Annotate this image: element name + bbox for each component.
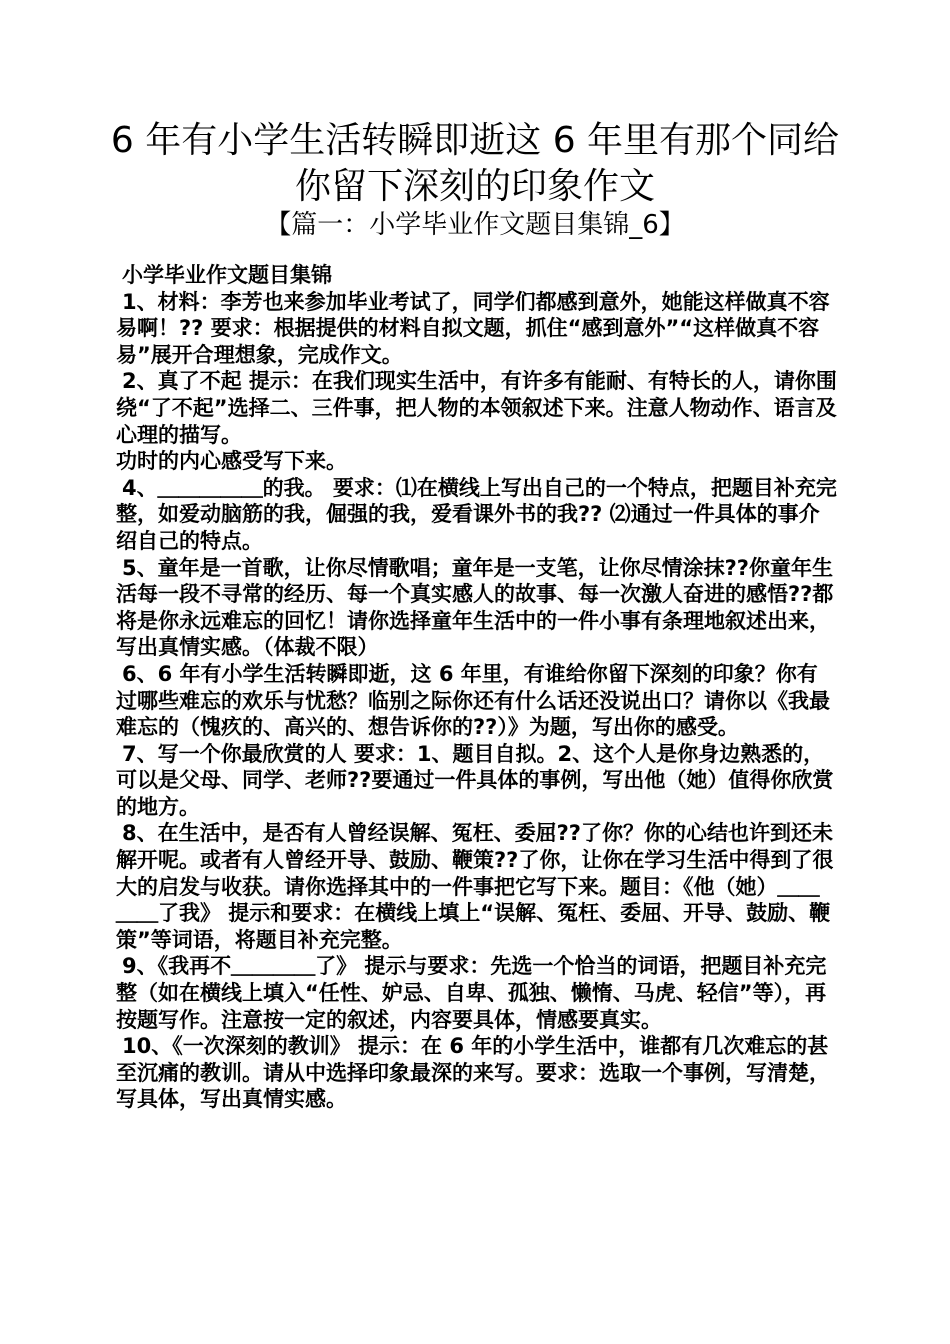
paragraph-8: 8、在生活中，是否有人曾经误解、冤枉、委屈??了你？你的心结也许到还未解开呢。或者有人曾经开导、鼓励、鞭策??了你，让你在学习生活中得到了很大的启发与收获。请你选择其中的一件事把它写下来。题目：《他（她）＿＿＿＿了我》 提示和要求：在横线上填上“误解、冤枉、委屈、开导、鼓励、鞭策”等词语，将题目补充完整。 xyxy=(116,821,834,952)
document-title: 6 年有小学生活转瞬即逝这 6 年里有那个同给你留下深刻的印象作文 xyxy=(110,120,840,207)
section-heading: 小学毕业作文题目集锦 xyxy=(122,263,332,287)
document-subtitle: 【篇一：小学毕业作文题目集锦_6】 xyxy=(265,210,685,240)
paragraph-10: 10、《一次深刻的教训》 提示：在 6 年的小学生活中，谁都有几次难忘的甚至沉痛的教训。请从中选择印象最深的来写。要求：选取一个事例，写清楚，写具体，写出真情实感。 xyxy=(116,1034,830,1112)
paragraph-2: 2、真了不起 提示：在我们现实生活中，有许多有能耐、有特长的人，请你围绕“了不起”选择二、三件事，把人物的本领叙述下来。注意人物动作、语言及心理的描写。 xyxy=(116,369,837,447)
document-body xyxy=(116,262,838,1113)
paragraph-9: 9、《我再不＿＿＿＿了》 提示与要求：先选一个恰当的词语，把题目补充完整（如在横线上填入“任性、妒忌、自卑、孤独、懒惰、马虎、轻信”等），再按题写作。注意按一定的叙述，内容要具体，情感要真实。 xyxy=(116,954,827,1032)
paragraph-1: 1、材料：李芳也来参加毕业考试了，同学们都感到意外，她能这样做真不容易啊！?? 要求：根据提供的材料自拟文题，抓住“感到意外”“这样做真不容易”展开合理想象，完成作文。 xyxy=(116,289,830,367)
paragraph-fragment: 功时的内心感受写下来。 xyxy=(116,449,347,474)
paragraph-6: 6、6 年有小学生活转瞬即逝，这 6 年里，有谁给你留下深刻的印象？你有过哪些难忘的欢乐与忧愁？临别之际你还有什么话还没说出口？请你以《我最难忘的（愧疚的、高兴的、想告诉你的??）》为题，写出你的感受。 xyxy=(116,661,830,740)
paragraph-5: 5、童年是一首歌，让你尽情歌唱；童年是一支笔，让你尽情涂抹??你童年生活每一段不寻常的经历、每一个真实感人的故事、每一次激人奋进的感悟??都将是你永远难忘的回忆！请你选择童年生活中的一件小事有条理地叙述出来，写出真情实感。（体裁不限） xyxy=(116,555,834,660)
paragraph-7: 7、写一个你最欣赏的人 要求：1、题目自拟。2、这个人是你身边熟悉的，可以是父母、同学、老师??要通过一件具体的事例，写出他（她）值得你欣赏的地方。 xyxy=(116,741,834,819)
paragraph-4: 4、＿＿＿＿＿的我。 要求：⑴在横线上写出自己的一个特点，把题目补充完整，如爱动脑筋的我，倔强的我，爱看课外书的我?? ⑵通过一件具体的事介绍自己的特点。 xyxy=(116,475,837,553)
